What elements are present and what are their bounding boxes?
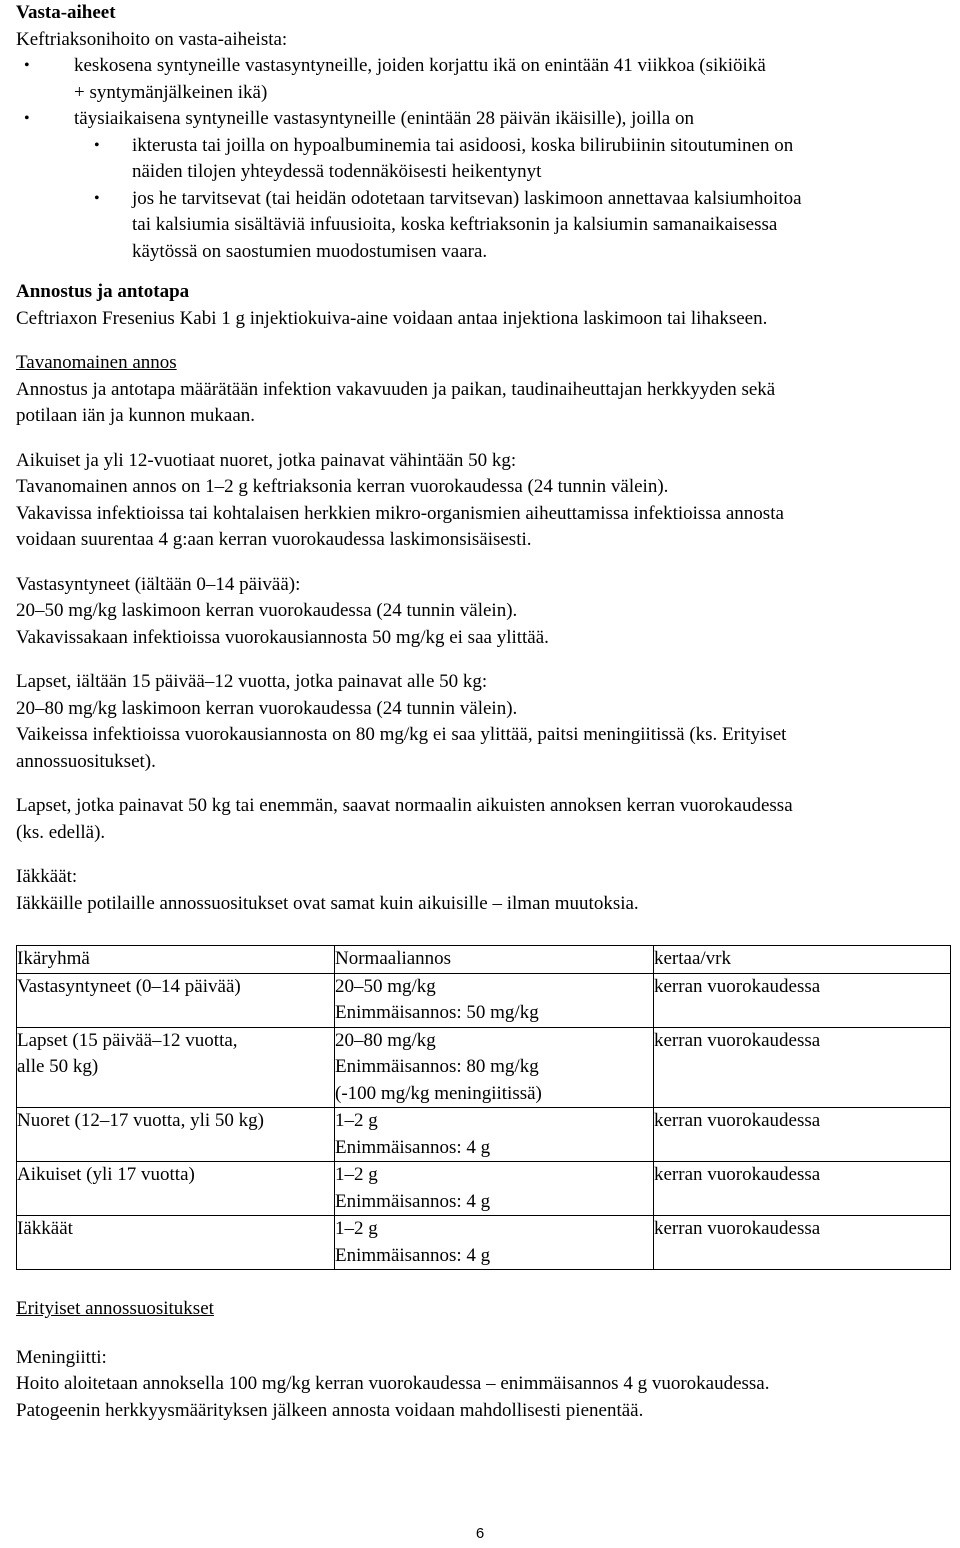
table-row: Iäkkäät 1–2 g Enimmäisannos: 4 g kerran vuorokaudessa (17, 1216, 951, 1270)
dosage-heading: Annostus ja antotapa (16, 281, 190, 302)
bullet-icon: • (24, 110, 30, 127)
list-item: • keskosena syntyneille vastasyntyneille, joiden korjattu ikä on enintään 41 viikkoa (sikiöikä + syntymänjälkeinen ikä) (24, 55, 766, 103)
adults-heading: Aikuiset ja yli 12-vuotiaat nuoret, jotka painavat vähintään 50 kg: (16, 449, 517, 471)
table-header-cell: Ikäryhmä (17, 946, 335, 974)
list-item: • täysiaikaisena syntyneille vastasyntyneille (enintään 28 päivän ikäisille), joilla on (16, 106, 952, 133)
usual-dose-heading: Tavanomainen annos (16, 352, 177, 373)
table-row: Aikuiset (yli 17 vuotta) 1–2 g Enimmäisannos: 4 g kerran vuorokaudessa (17, 1162, 951, 1216)
dosage-table (16, 945, 951, 1270)
children-heading: Lapset, iältään 15 päivää–12 vuotta, jotka painavat alle 50 kg: (16, 671, 488, 692)
sub-list-item: • ikterusta tai joilla on hypoalbuminemia tai asidoosi, koska bilirubiinin sitoutuminen on näiden tilojen yhteydessä todennäköisesti heikentynyt (94, 134, 794, 182)
table-header-cell: Normaaliannos (335, 946, 654, 974)
table-header-cell: kertaa/vrk (654, 946, 951, 974)
bullet-icon: • (24, 57, 30, 74)
table-header-row (17, 946, 951, 974)
page-number: 6 (475, 1525, 485, 1542)
table-row: Vastasyntyneet (0–14 päivää) 20–50 mg/kg Enimmäisannos: 50 mg/kg kerran vuorokaudessa (17, 973, 951, 1027)
table-row: Nuoret (12–17 vuotta, yli 50 kg) 1–2 g Enimmäisannos: 4 g kerran vuorokaudessa (17, 1108, 951, 1162)
special-dosage-heading: Erityiset annossuositukset (16, 1298, 214, 1319)
document-page: Vasta-aiheet Keftriaksonihoito on vasta-aiheista: • keskosena syntyneille vastasyntyneille, joiden korjattu ikä on enintään 41 viikkoa (sikiöikä + syntymänjälkeinen ikä) • täysiaikaisena syntyneille vastasyntyneille (enintään 28 päivän ikäisille), joilla on • ikterusta tai joilla on hypoalbuminemia tai asidoosi, koska bilirubiinin sitoutuminen on näiden tilojen yhteydessä todennäköisesti heikentynyt • jos he tarvitsevat (tai heidän odotetaan tarvitsevan) laskimoon annettavaa kalsiumhoitoa tai kalsiumia sisältäviä infuusioita, koska keftriaksonin ja kalsiumin samanaikaisessa käytössä on saostumien muodostumisen vaara. Annostus ja antotapa Ceftriaxon Fresenius Kabi 1 g injektiokuiva-aine voidaan antaa injektiona laskimoon tai lihakseen. Tavanomainen annos Annostus ja antotapa määrätään infektion vakavuuden ja paikan, taudinaiheuttajan herkkyyden sekä potilaan iän ja kunnon mukaan. Aikuiset ja yli 12-vuotiaat nuoret, jotka painavat vähintään 50 kg: Tavanomainen annos on 1–2 g keftriaksonia kerran vuorokaudessa (24 tunnin välein). Vakavissa infektioissa tai kohtalaisen herkkien mikro-organismien aiheuttamissa infektioissa annosta voidaan suurentaa 4 g:aan kerran vuorokaudessa laskimonsisäisesti. Vastasyntyneet (iältään 0–14 päivää): 20–50 mg/kg laskimoon kerran vuorokaudessa (24 tunnin välein). Vakavissakaan infektioissa vuorokausiannosta 50 mg/kg ei saa ylittää. Lapset, iältään 15 päivää–12 vuotta, jotka painavat alle 50 kg: 20–80 mg/kg laskimoon kerran vuorokaudessa (24 tunnin välein). Vaikeissa infektioissa vuorokausiannosta on 80 mg/kg ei saa ylittää, paitsi meningiitissä (ks. Erityiset annossuositukset). Lapset, jotka painavat 50 kg tai enemmän, saavat normaalin aikuisten annoksen kerran vuorokaudessa (ks. edellä). Iäkkäät: Iäkkäille potilaille annossuositukset ovat samat kuin aikuisille – ilman muutoksia. Ikäryhmä Normaaliannos kertaa/vrk Vastasyntyneet (0–14 päivää) 20–50 mg/kg Enimmäisannos: 50 mg/kg kerran vuorokaudessa Lapset (15 päivää–12 vuotta, alle 50 kg) 20–80 mg/kg Enimmäisannos: 80 mg/kg (-100 mg/kg meningiitissä) kerran vuorokaudessa Nuoret (12–17 vuotta, yli 50 kg) 1–2 g Enimmäisannos: 4 g kerran vuorokaudessa Aikuiset (yli 17 vuotta) 1–2 g Enimmäisannos: 4 g kerran vuorokaudessa Iäkkäät 1–2 g Enimmäisannos: 4 g kerran vuorokaudessa Erityiset annossuositukset Meningiitti: Hoito aloitetaan annoksella 100 mg/kg kerran vuorokaudessa – enimmäisannos 4 g vuorokaudessa. Patogeenin herkkyysmäärityksen jälkeen annosta voidaan mahdollisesti pienentää. (16, 0, 952, 1424)
elderly-heading: Iäkkäät: (16, 866, 78, 887)
meningitis-heading: Meningiitti: (16, 1346, 107, 1368)
dosage-intro: Ceftriaxon Fresenius Kabi 1 g injektiokuiva-aine voidaan antaa injektiona laskimoon tai lihakseen. (16, 307, 768, 329)
sub-list-item: • jos he tarvitsevat (tai heidän odotetaan tarvitsevan) laskimoon annettavaa kalsiumhoitoa tai kalsiumia sisältäviä infuusioita, koska keftriaksonin ja kalsiumin samanaikaisessa käytössä on saostumien muodostumisen vaara. (94, 187, 802, 262)
bullet-icon: • (94, 189, 100, 207)
neonates-heading: Vastasyntyneet (iältään 0–14 päivää): (16, 573, 301, 595)
contraindications-intro: Keftriaksonihoito on vasta-aiheista: (16, 28, 288, 50)
contraindications-heading: Vasta-aiheet (16, 2, 116, 23)
table-row: Lapset (15 päivää–12 vuotta, alle 50 kg) 20–80 mg/kg Enimmäisannos: 80 mg/kg (-100 mg/kg meningiitissä) kerran vuorokaudessa (17, 1027, 951, 1108)
bullet-icon: • (94, 136, 100, 154)
